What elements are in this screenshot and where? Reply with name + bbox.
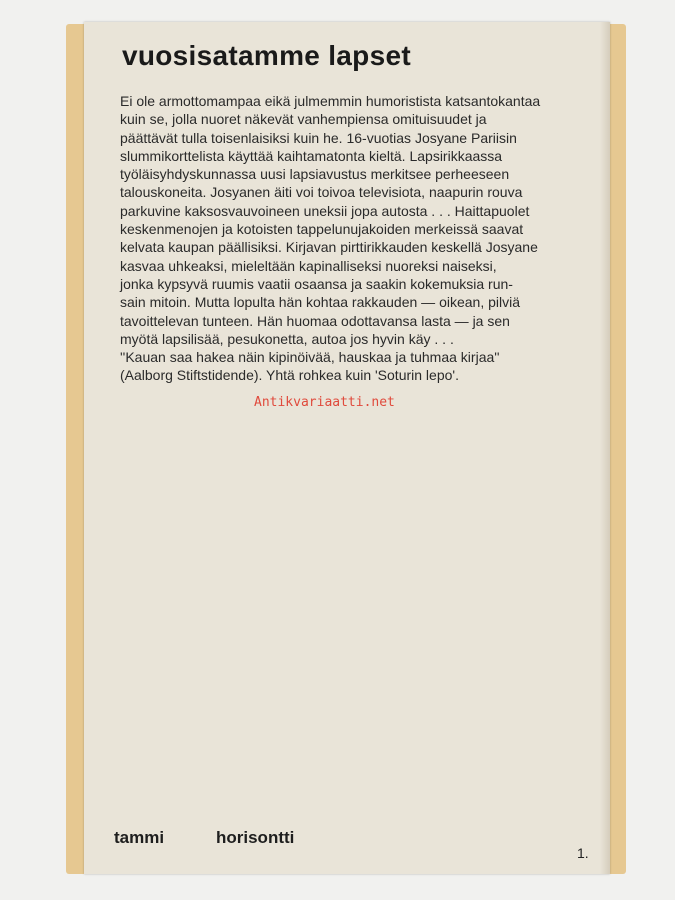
watermark-text: Antikvariaatti.net (254, 395, 395, 410)
blurb-line: kelvata kaupan päällisiksi. Kirjavan pirttirikkauden keskellä Josyane (120, 239, 538, 256)
blurb-line: parkuvine kaksosvauvoineen uneksii jopa autosta . . . Haittapuolet (120, 202, 530, 219)
cover-shadow-edge (600, 22, 610, 874)
blurb-line: päättävät tulla toisenlaisiksi kuin he. 16-vuotias Josyane Pariisin (120, 129, 517, 146)
blurb-line: sain mitoin. Mutta lopulta hän kohtaa rakkauden — oikean, pilviä (120, 294, 521, 311)
blurb-line: myötä lapsilisää, pesukonetta, autoa jos hyvin käy . . . (120, 330, 454, 347)
blurb-line: kuin se, jolla nuoret näkevät vanhempiensa omituisuudet ja (120, 111, 487, 128)
book-back-cover (84, 22, 610, 874)
series-name: horisontti (216, 828, 295, 847)
blurb-line: keskenmenojen ja kotoisten tappelunujakoiden merkeissä saavat (120, 221, 524, 238)
blurb-line: jonka kypsyvä ruumis vaatii osaansa ja saakin kokemuksia run- (120, 275, 513, 292)
blurb-line: kasvaa uhkeaksi, mieleltään kapinalliseksi nuoreksi naiseksi, (120, 257, 497, 274)
book-title: vuosisatamme lapset (122, 40, 411, 71)
blurb-line: työläisyhdyskunnassa uusi lapsiavustus merkitsee perheeseen (120, 166, 510, 183)
blurb-text (120, 92, 592, 385)
blurb-line: Ei ole armottomampaa eikä julmemmin humoristista katsantokantaa (120, 93, 541, 109)
blurb-line: slummikorttelista käyttää kaihtamatonta kieltä. Lapsirikkaassa (120, 147, 503, 164)
page-number: 1. (577, 845, 589, 861)
publisher-name: tammi (114, 828, 165, 847)
blurb-line: tavoittelevan tunteen. Hän huomaa odottavansa lasta — ja sen (120, 312, 510, 329)
blurb-line: (Aalborg Stiftstidende). Yhtä rohkea kuin 'Soturin lepo'. (120, 367, 459, 384)
blurb-line: ''Kauan saa hakea näin kipinöivää, hauskaa ja tuhmaa kirjaa'' (120, 349, 500, 366)
blurb-line: talouskoneita. Josyanen äiti voi toivoa televisiota, naapurin rouva (120, 184, 523, 201)
